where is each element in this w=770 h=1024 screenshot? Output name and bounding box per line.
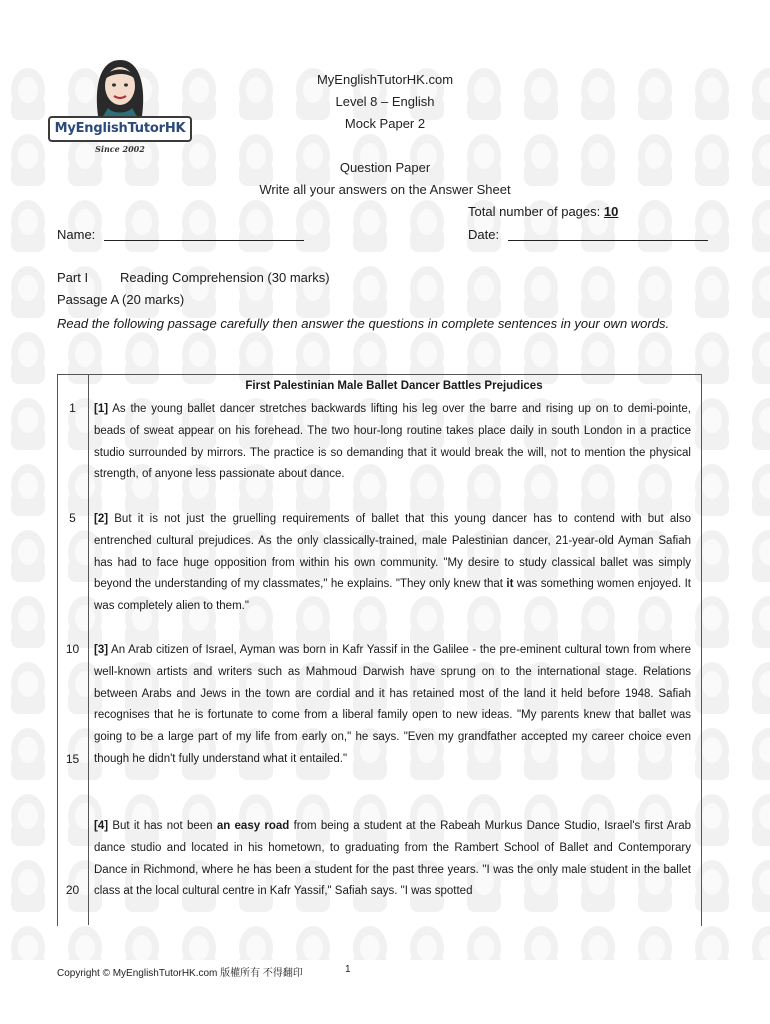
line-number-divider	[88, 374, 89, 925]
line-number: 10	[65, 642, 80, 656]
line-number: 5	[69, 511, 76, 525]
part-label: Part I	[57, 270, 89, 285]
total-pages: Total number of pages: 10	[468, 204, 619, 219]
article-title: First Palestinian Male Ballet Dancer Battles Prejudices	[245, 380, 543, 392]
logo-since: Since 2002	[95, 144, 145, 154]
name-label: Name:	[57, 227, 96, 242]
name-field-line[interactable]	[104, 240, 304, 241]
date-label: Date:	[468, 227, 500, 242]
total-pages-value: 10	[603, 204, 619, 219]
paragraph-4: [4] But it has not been an easy road from being a student at the Rabeah Murkus Dance Studio, Israel's first Arab dance studio and located in his hometown, to graduating from the Rambert School of Ballet and Contemporary Dance in Richmond, where he has been a student for the past three years. "I was the only male student in the ballet class at the local cultural centre in Kafr Yassif," Safiah says. "I was spotted	[94, 820, 692, 898]
logo-wordmark: MyEnglishTutorHK	[48, 116, 192, 142]
question-paper-label: Question Paper	[339, 160, 431, 175]
paragraph-1: [1] As the young ballet dancer stretches backwards lifting his leg over the barre and rising up on to demi-pointe, beads of sweat appear on his forehead. The two hour-long routine takes place daily in south London in a practice studio surrounded by mirrors. The practice is so demanding that it would break the will, not to mention the physical strength, of anyone less passionate about dance.	[94, 403, 691, 481]
paper-title: Mock Paper 2	[344, 116, 426, 131]
site-title: MyEnglishTutorHK.com	[316, 72, 454, 87]
reading-instructions: Read the following passage carefully then answer the questions in complete sentences in your own words.	[57, 316, 670, 331]
line-number: 15	[65, 752, 80, 766]
line-number: 1	[69, 401, 76, 415]
line-number: 20	[65, 883, 80, 897]
answer-instruction: Write all your answers on the Answer Sheet	[259, 182, 511, 197]
page-number: 1	[345, 964, 351, 975]
footer-copyright: Copyright © MyEnglishTutorHK.com 版權所有 不得翻印	[57, 968, 303, 979]
part-title: Reading Comprehension (30 marks)	[120, 270, 330, 285]
paragraph-2: [2] But it is not just the gruelling requirements of ballet that this young dancer has to contend with but also entrenched cultural prejudices. As the only classically-trained, male Palestinian dancer, 21-year-old Ayman Safiah has had to face huge opposition from within his own community. "My desire to study classical ballet was simply beyond the understanding of my classmates," he explains. "They only knew that it was something women enjoyed. It was completely alien to them."	[94, 513, 691, 613]
paragraph-3: [3] An Arab citizen of Israel, Ayman was born in Kafr Yassif in the Galilee - the pre-eminent cultural town from where well-known artists and writers such as Mahmoud Darwish have sprung on to the international stage. Relations between Arabs and Jews in the town are cordial and it has retained most of the land it held before 1948. Safiah recognises that he is fortunate to come from a liberal family open to new ideas. "My parents knew that ballet was going to be a large part of my life from early on," he says. "Even my grandfather accepted my career choice even though he didn't fully understand what it entailed."	[94, 644, 691, 765]
passage-label: Passage A (20 marks)	[57, 292, 185, 307]
level-title: Level 8 – English	[335, 94, 435, 109]
date-field-line[interactable]	[508, 240, 708, 241]
